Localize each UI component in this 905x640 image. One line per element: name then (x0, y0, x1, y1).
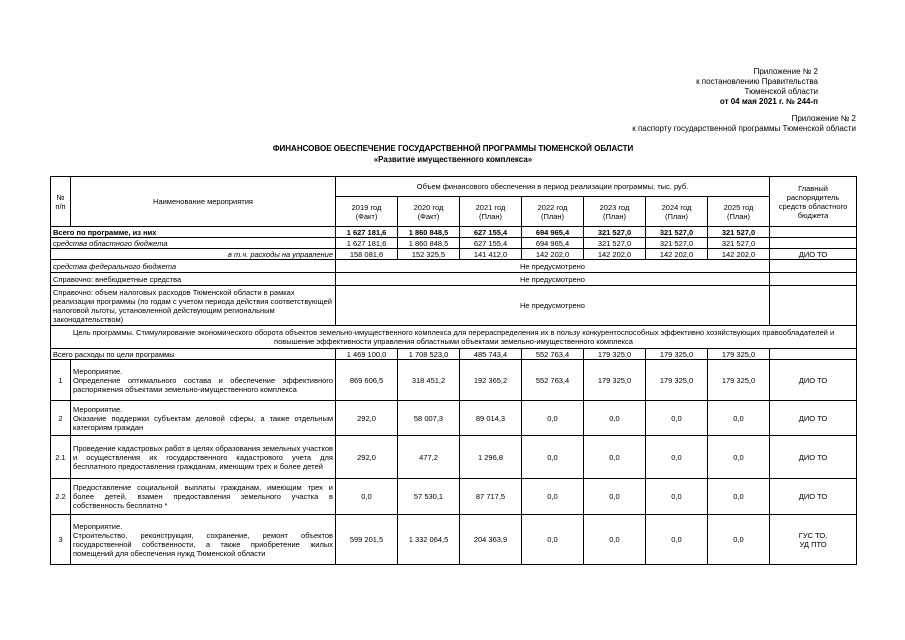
federal-budget-label: средства федерального бюджета (51, 260, 336, 273)
passport-appendix-number: Приложение № 2 (791, 114, 856, 123)
measure-description: Проведение кадастровых работ в целях образования земельных участков и осуществления их государственного кадастрового учета для бесплатного предоставления гражданам, имеющим трех и более детей (71, 436, 336, 479)
regional-value: 694 965,4 (522, 238, 584, 249)
measure-value: 57 530,1 (398, 479, 460, 515)
measure-value: 0,0 (646, 436, 708, 479)
passport-appendix-ref: к паспорту государственной программы Тюменской области (632, 124, 856, 133)
tax-expenses-row (51, 286, 857, 326)
measure-value: 0,0 (584, 479, 646, 515)
extrabudget-admin-cell (770, 273, 857, 286)
appendix-passport-block (560, 114, 856, 134)
year-header: 2025 год (План) (708, 197, 770, 227)
measure-value: 0,0 (646, 479, 708, 515)
total-value: 321 527,0 (708, 227, 770, 238)
measure-row-3 (51, 515, 857, 565)
total-value: 1 627 181,6 (336, 227, 398, 238)
measure-value: 0,0 (522, 479, 584, 515)
measure-value: 89 014,3 (460, 401, 522, 436)
program-goal-row (51, 326, 857, 349)
measure-text: Определение оптимального состава и обеспечение эффективного распоряжения объектами земельно-имущественного комплекса (73, 375, 333, 394)
management-value: 141 412,0 (460, 249, 522, 260)
measure-value: 1 296,8 (460, 436, 522, 479)
measure-value: 292,0 (336, 401, 398, 436)
management-value: 152 325,5 (398, 249, 460, 260)
measure-value: 192 365,2 (460, 360, 522, 401)
measure-row-2 (51, 401, 857, 436)
tax-expenses-value: Не предусмотрено (336, 286, 770, 326)
tax-expenses-label: Справочно: объем налоговых расходов Тюменской области в рамках реализации программы (по годам с учетом периода действия соответствующей налоговой льготы, установленной действующим региональным законодательством) (51, 286, 336, 326)
measure-value: 292,0 (336, 436, 398, 479)
extrabudget-label: Справочно: внебюджетные средства (51, 273, 336, 286)
measure-value: 0,0 (708, 401, 770, 436)
total-program-row (51, 227, 857, 238)
regional-value: 321 527,0 (646, 238, 708, 249)
year-header: 2023 год (План) (584, 197, 646, 227)
measure-number: 2.1 (51, 436, 71, 479)
year-header: 2019 год (Факт) (336, 197, 398, 227)
measure-row-1 (51, 360, 857, 401)
document-title-line2: «Развитие имущественного комплекса» (373, 155, 533, 164)
document-title-line1: ФИНАНСОВОЕ ОБЕСПЕЧЕНИЕ ГОСУДАРСТВЕННОЙ ПРОГРАММЫ ТЮМЕНСКОЙ ОБЛАСТИ (272, 144, 634, 153)
regional-value: 321 527,0 (584, 238, 646, 249)
measure-row-2-2 (51, 479, 857, 515)
regional-budget-label: средства областного бюджета (51, 238, 336, 249)
measure-value: 0,0 (522, 401, 584, 436)
year-header: 2020 год (Факт) (398, 197, 460, 227)
goal-total-row (51, 349, 857, 360)
measure-number: 2 (51, 401, 71, 436)
measure-admin: ДИО ТО (770, 401, 857, 436)
goal-total-label: Всего расходы по цели программы (51, 349, 336, 360)
regional-value: 1 860 848,5 (398, 238, 460, 249)
measure-value: 552 763,4 (522, 360, 584, 401)
regional-value: 627 155,4 (460, 238, 522, 249)
measure-value: 0,0 (708, 479, 770, 515)
appendix-resolution-date: от 04 мая 2021 г. № 244-п (719, 97, 818, 106)
year-header: 2024 год (План) (646, 197, 708, 227)
measure-value: 87 717,5 (460, 479, 522, 515)
management-costs-row (51, 249, 857, 260)
measure-value: 179 325,0 (584, 360, 646, 401)
measure-value: 58 007,3 (398, 401, 460, 436)
total-admin-cell (770, 227, 857, 238)
measure-value: 0,0 (646, 401, 708, 436)
measure-value: 1 332 064,5 (398, 515, 460, 565)
total-value: 321 527,0 (584, 227, 646, 238)
regional-budget-row (51, 238, 857, 249)
goal-total-value: 1 708 523,0 (398, 349, 460, 360)
measure-value: 0,0 (708, 436, 770, 479)
measure-title: Мероприятие. (73, 521, 123, 531)
measure-row-2-1 (51, 436, 857, 479)
measure-number: 1 (51, 360, 71, 401)
federal-budget-row (51, 260, 857, 273)
measure-value: 0,0 (336, 479, 398, 515)
measure-value: 0,0 (522, 515, 584, 565)
measure-value: 204 363,9 (460, 515, 522, 565)
total-value: 321 527,0 (646, 227, 708, 238)
regional-value: 1 627 181,6 (336, 238, 398, 249)
extrabudget-row (51, 273, 857, 286)
management-value: 142 202,0 (584, 249, 646, 260)
management-admin: ДИО ТО (770, 249, 857, 260)
goal-total-value: 1 469 100,0 (336, 349, 398, 360)
extrabudget-value: Не предусмотрено (336, 273, 770, 286)
header-measure-name: Наименование мероприятия (71, 177, 336, 227)
year-header: 2021 год (План) (460, 197, 522, 227)
measure-value: 0,0 (708, 515, 770, 565)
measure-description (71, 360, 336, 401)
management-costs-label: в т.ч. расходы на управление (51, 249, 336, 260)
regional-value: 321 527,0 (708, 238, 770, 249)
goal-total-value: 179 325,0 (708, 349, 770, 360)
measure-value: 0,0 (584, 515, 646, 565)
measure-admin-line: УД ПТО (799, 539, 827, 549)
program-goal-text: Цель программы. Стимулирование экономического оборота объектов земельно-имущественного комплекса для перераспределения их в пользу конкурентоспособных эффективно хозяйствующих правообладателей и повышение эффективности управления областными объектами земельно-имущественного комплекса (51, 326, 857, 349)
total-value: 627 155,4 (460, 227, 522, 238)
measure-value: 0,0 (584, 401, 646, 436)
appendix-region: Тюменской области (744, 87, 818, 96)
financing-table (50, 176, 857, 565)
total-value: 1 860 848,5 (398, 227, 460, 238)
header-chief-administrator: Главный распорядитель средств областного бюджета (770, 177, 857, 227)
measure-admin-line: ГУС ТО, (798, 530, 828, 540)
appendix-number: Приложение № 2 (753, 67, 818, 76)
regional-admin-cell (770, 238, 857, 249)
management-value: 142 202,0 (646, 249, 708, 260)
measure-description (71, 515, 336, 565)
measure-number: 2.2 (51, 479, 71, 515)
measure-value: 0,0 (584, 436, 646, 479)
measure-text: Оказание поддержки субъектам деловой сферы, а также отдельным категориям граждан (73, 413, 333, 432)
goal-total-value: 552 763,4 (522, 349, 584, 360)
goal-total-admin-cell (770, 349, 857, 360)
appendix-resolution-ref: к постановлению Правительства (696, 77, 818, 86)
measure-value: 179 325,0 (646, 360, 708, 401)
measure-admin (770, 515, 857, 565)
total-value: 694 965,4 (522, 227, 584, 238)
year-header: 2022 год (План) (522, 197, 584, 227)
measure-admin: ДИО ТО (770, 436, 857, 479)
measure-number: 3 (51, 515, 71, 565)
goal-total-value: 485 743,4 (460, 349, 522, 360)
header-number: № п/п (51, 177, 71, 227)
management-value: 142 202,0 (522, 249, 584, 260)
measure-admin: ДИО ТО (770, 360, 857, 401)
tax-admin-cell (770, 286, 857, 326)
measure-description: Предоставление социальной выплаты гражданам, имеющим трех и более детей, взамен предоставления земельного участка в собственность бесплатно * (71, 479, 336, 515)
measure-value: 0,0 (522, 436, 584, 479)
total-program-label: Всего по программе, из них (51, 227, 336, 238)
goal-total-value: 179 325,0 (584, 349, 646, 360)
federal-admin-cell (770, 260, 857, 273)
measure-admin: ДИО ТО (770, 479, 857, 515)
document-title (50, 143, 856, 165)
appendix-resolution-block (640, 67, 818, 107)
measure-value: 477,2 (398, 436, 460, 479)
management-value: 142 202,0 (708, 249, 770, 260)
measure-value: 179 325,0 (708, 360, 770, 401)
measure-description (71, 401, 336, 436)
measure-title: Мероприятие. (73, 404, 123, 414)
measure-value: 599 201,5 (336, 515, 398, 565)
measure-value: 318 451,2 (398, 360, 460, 401)
management-value: 158 081,6 (336, 249, 398, 260)
header-financing-volume: Объем финансового обеспечения в период реализации программы, тыс. руб. (336, 177, 770, 197)
measure-title: Мероприятие. (73, 366, 123, 376)
measure-value: 0,0 (646, 515, 708, 565)
measure-value: 869 606,5 (336, 360, 398, 401)
federal-budget-value: Не предусмотрено (336, 260, 770, 273)
measure-text: Строительство, реконструкция, сохранение, ремонт объектов государственной собственности, а также приобретение жилых помещений для обеспечения нужд Тюменской области (73, 530, 333, 558)
goal-total-value: 179 325,0 (646, 349, 708, 360)
